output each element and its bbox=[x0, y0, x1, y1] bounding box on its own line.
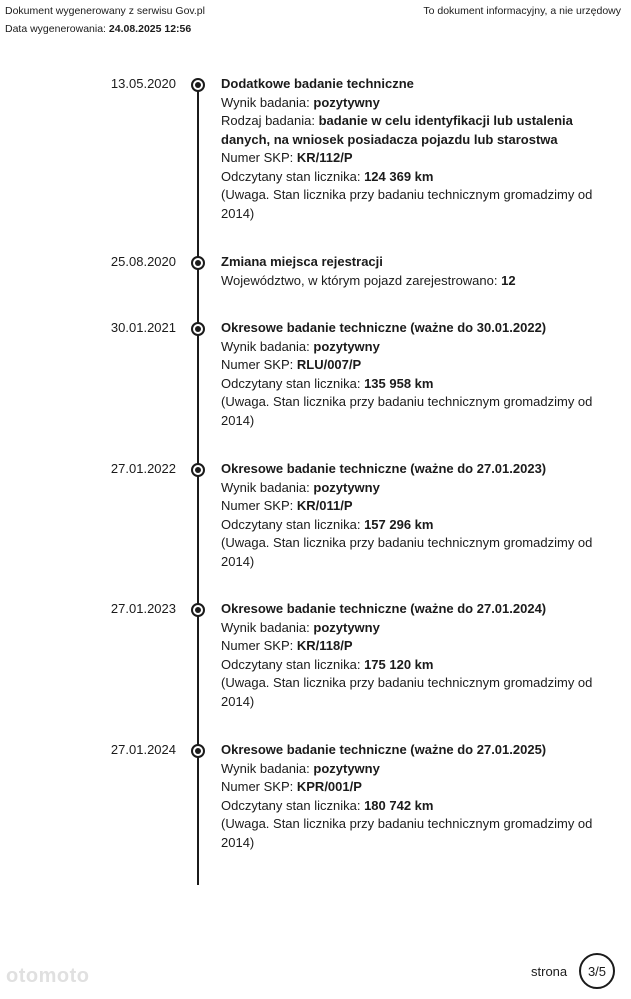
event-date: 27.01.2023 bbox=[110, 601, 176, 616]
event-title: Zmiana miejsca rejestracji bbox=[221, 254, 383, 269]
result-label: Wynik badania: bbox=[221, 619, 310, 635]
event-date: 13.05.2020 bbox=[110, 76, 176, 91]
page-number-badge bbox=[579, 953, 615, 989]
odometer-label: Odczytany stan licznika: bbox=[221, 168, 361, 184]
timeline-dot-icon bbox=[191, 322, 205, 336]
event-title: Okresowe badanie techniczne (ważne do 27.01.2023) bbox=[221, 461, 547, 476]
event-details bbox=[221, 460, 596, 571]
timeline-dot-icon bbox=[191, 463, 205, 477]
event-details bbox=[221, 75, 596, 223]
watermark-logo: otomoto bbox=[6, 965, 90, 987]
skp-label: Numer SKP: bbox=[221, 779, 294, 794]
odometer-value: 124 369 km bbox=[364, 168, 434, 184]
type-label: Rodzaj badania: bbox=[221, 113, 315, 128]
event-odometer bbox=[221, 797, 596, 816]
type-value: badanie w celu identyfikacji lub ustalenia danych, na wniosek posiadacza pojazdu lub starostwa bbox=[221, 113, 573, 147]
timeline-dot-icon bbox=[191, 603, 205, 617]
skp-value: RLU/007/P bbox=[296, 357, 362, 372]
voivodeship-value: 12 bbox=[501, 272, 516, 288]
event-result bbox=[221, 94, 596, 113]
event-note: (Uwaga. Stan licznika przy badaniu technicznym gromadzimy od 2014) bbox=[221, 187, 593, 221]
skp-value: KR/011/P bbox=[296, 498, 353, 513]
skp-label: Numer SKP: bbox=[221, 357, 294, 372]
event-details bbox=[221, 319, 596, 430]
timeline-dot-icon bbox=[191, 744, 205, 758]
event-note: (Uwaga. Stan licznika przy badaniu technicznym gromadzimy od 2014) bbox=[221, 394, 593, 428]
page-number: 3/5 bbox=[587, 963, 607, 979]
event-date: 27.01.2022 bbox=[110, 461, 176, 476]
skp-value: KPR/001/P bbox=[296, 779, 362, 794]
event-date: 27.01.2024 bbox=[110, 742, 176, 757]
odometer-value: 135 958 km bbox=[364, 375, 434, 391]
event-date: 30.01.2021 bbox=[110, 320, 176, 335]
result-label: Wynik badania: bbox=[221, 760, 310, 776]
odometer-value: 175 120 km bbox=[364, 656, 434, 672]
result-value: pozytywny bbox=[313, 619, 380, 635]
result-label: Wynik badania: bbox=[221, 338, 310, 354]
event-result bbox=[221, 619, 596, 638]
event-type bbox=[221, 112, 596, 149]
odometer-value: 157 296 km bbox=[364, 516, 434, 532]
result-value: pozytywny bbox=[313, 94, 380, 110]
skp-value: KR/118/P bbox=[296, 638, 353, 653]
event-details bbox=[221, 600, 596, 711]
event-result bbox=[221, 760, 596, 779]
event-title: Okresowe badanie techniczne (ważne do 30.01.2022) bbox=[221, 320, 547, 335]
header-date-label: Data wygenerowania: bbox=[5, 23, 106, 35]
page-label: strona bbox=[531, 964, 568, 979]
event-result bbox=[221, 338, 596, 357]
skp-label: Numer SKP: bbox=[221, 498, 294, 513]
odometer-label: Odczytany stan licznika: bbox=[221, 797, 361, 813]
skp-label: Numer SKP: bbox=[221, 150, 294, 165]
timeline-dot-icon bbox=[191, 78, 205, 92]
event-odometer bbox=[221, 516, 596, 535]
event-skp bbox=[221, 497, 596, 516]
result-label: Wynik badania: bbox=[221, 479, 310, 495]
event-result bbox=[221, 479, 596, 498]
event-skp bbox=[221, 778, 596, 797]
event-odometer bbox=[221, 656, 596, 675]
header-generation-date bbox=[5, 22, 191, 36]
event-skp bbox=[221, 149, 596, 168]
event-odometer bbox=[221, 168, 596, 187]
header-info-note: To dokument informacyjny, a nie urzędowy bbox=[423, 5, 621, 17]
header-source-text: Dokument wygenerowany z serwisu Gov.pl bbox=[5, 5, 205, 17]
timeline-dot-icon bbox=[191, 256, 205, 270]
result-label: Wynik badania: bbox=[221, 94, 310, 110]
event-voivodeship bbox=[221, 272, 596, 291]
event-details bbox=[221, 253, 596, 290]
odometer-label: Odczytany stan licznika: bbox=[221, 375, 361, 391]
result-value: pozytywny bbox=[313, 760, 380, 776]
event-title: Okresowe badanie techniczne (ważne do 27.01.2025) bbox=[221, 742, 547, 757]
skp-label: Numer SKP: bbox=[221, 638, 294, 653]
timeline-line bbox=[197, 82, 199, 885]
skp-value: KR/112/P bbox=[296, 150, 353, 165]
header-date-value: 24.08.2025 12:56 bbox=[108, 23, 192, 35]
event-skp bbox=[221, 356, 596, 375]
event-details bbox=[221, 741, 596, 852]
event-odometer bbox=[221, 375, 596, 394]
event-note: (Uwaga. Stan licznika przy badaniu technicznym gromadzimy od 2014) bbox=[221, 816, 593, 850]
event-skp bbox=[221, 637, 596, 656]
odometer-label: Odczytany stan licznika: bbox=[221, 516, 361, 532]
event-title: Okresowe badanie techniczne (ważne do 27.01.2024) bbox=[221, 601, 547, 616]
event-note: (Uwaga. Stan licznika przy badaniu technicznym gromadzimy od 2014) bbox=[221, 535, 593, 569]
odometer-label: Odczytany stan licznika: bbox=[221, 656, 361, 672]
result-value: pozytywny bbox=[313, 338, 380, 354]
voivodeship-label: Województwo, w którym pojazd zarejestrowano: bbox=[221, 272, 498, 288]
result-value: pozytywny bbox=[313, 479, 380, 495]
odometer-value: 180 742 km bbox=[364, 797, 434, 813]
event-title: Dodatkowe badanie techniczne bbox=[221, 76, 414, 91]
event-date: 25.08.2020 bbox=[110, 254, 176, 269]
event-note: (Uwaga. Stan licznika przy badaniu technicznym gromadzimy od 2014) bbox=[221, 675, 593, 709]
